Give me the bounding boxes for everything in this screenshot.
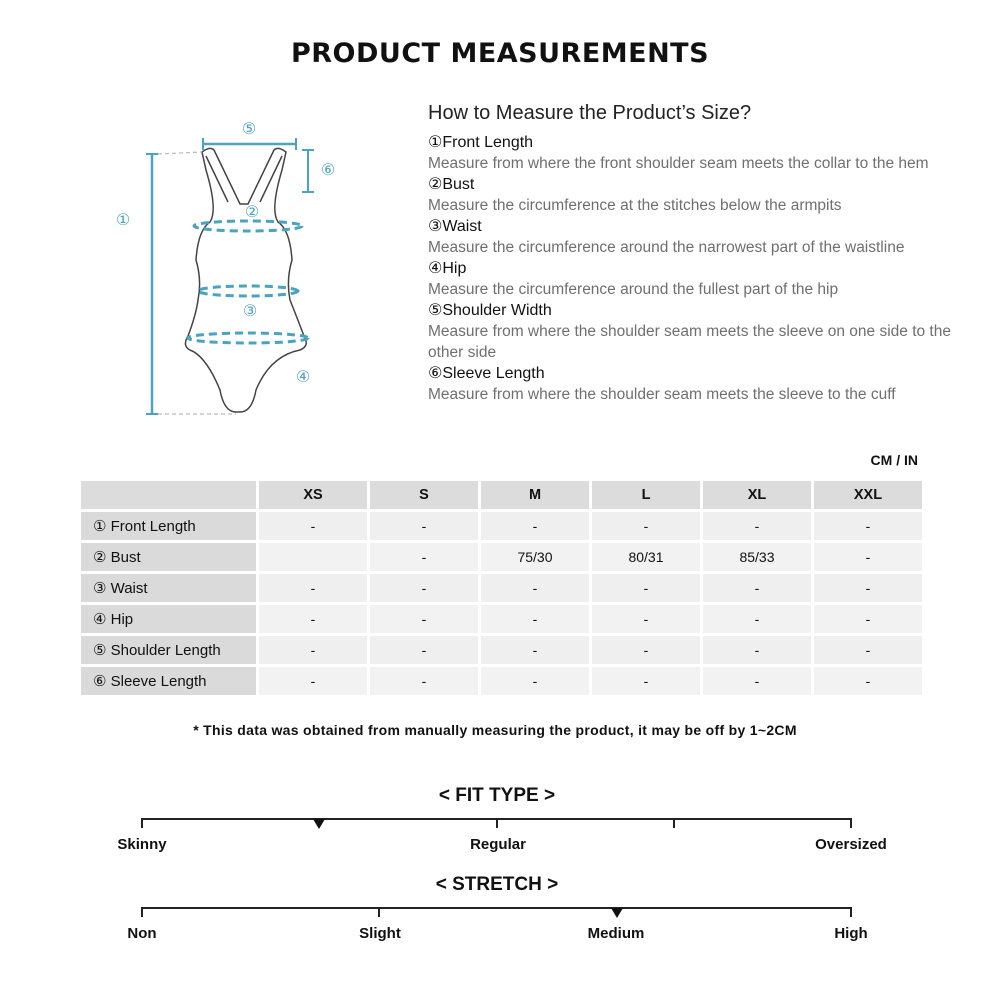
measure-name: ⑥Sleeve Length (428, 365, 545, 382)
callout-1: ① (115, 210, 131, 229)
table-cell: 80/31 (592, 543, 700, 571)
stretch-scale (141, 907, 852, 909)
size-header: L (592, 481, 700, 509)
table-cell: - (814, 667, 922, 695)
row-label: ① Front Length (81, 512, 256, 540)
size-table (78, 478, 925, 698)
stretch-label-non: Non (127, 925, 157, 942)
size-header: XL (703, 481, 811, 509)
table-cell: 75/30 (481, 543, 589, 571)
table-cell: - (370, 605, 478, 633)
fit-type-tick (850, 818, 852, 828)
callout-6: ⑥ (320, 160, 336, 179)
measure-desc: Measure from where the shoulder seam meets the sleeve to the cuff (428, 386, 896, 403)
waist-line (198, 286, 298, 296)
measure-desc: Measure the circumference around the narrowest part of the waistline (428, 239, 905, 256)
measure-item (428, 258, 968, 300)
measure-desc: Measure from where the shoulder seam meets the sleeve on one side to the other side (428, 323, 951, 361)
table-row (81, 636, 922, 664)
table-row (81, 605, 922, 633)
table-cell: - (703, 636, 811, 664)
table-cell: - (481, 605, 589, 633)
table-cell: - (259, 574, 367, 602)
table-cell: - (370, 512, 478, 540)
measure-item (428, 300, 968, 363)
table-row (81, 667, 922, 695)
table-cell (259, 543, 367, 571)
table-cell: - (481, 667, 589, 695)
fit-type-tick (673, 818, 675, 828)
page-title: PRODUCT MEASUREMENTS (290, 38, 710, 69)
stretch-tick (141, 907, 143, 917)
table-cell: 85/33 (703, 543, 811, 571)
fit-label-skinny: Skinny (117, 836, 167, 853)
table-cell: - (703, 605, 811, 633)
table-cell: - (703, 512, 811, 540)
table-cell: - (703, 574, 811, 602)
measure-name: ①Front Length (428, 134, 534, 151)
table-header-row (81, 481, 922, 509)
stretch-tick (378, 907, 380, 917)
table-cell: - (592, 512, 700, 540)
callout-4: ④ (295, 367, 311, 386)
howto-title: How to Measure the Product’s Size? (428, 102, 752, 124)
table-cell: - (703, 667, 811, 695)
measure-name: ④Hip (428, 260, 467, 277)
units-label: CM / IN (870, 452, 918, 468)
measure-desc: Measure the circumference at the stitches below the armpits (428, 197, 842, 214)
stretch-title: < STRETCH > (435, 874, 559, 895)
measurement-note: * This data was obtained from manually measuring the product, it may be off by 1~2CM (193, 722, 797, 738)
stretch-label-high: High (834, 925, 868, 942)
table-cell: - (481, 574, 589, 602)
measure-instructions (428, 100, 968, 405)
table-cell: - (370, 636, 478, 664)
table-cell: - (481, 512, 589, 540)
size-header: M (481, 481, 589, 509)
table-cell: - (814, 636, 922, 664)
table-cell: - (370, 543, 478, 571)
table-cell: - (814, 605, 922, 633)
measure-item (428, 132, 968, 174)
measure-item (428, 174, 968, 216)
table-cell: - (814, 512, 922, 540)
table-cell: - (259, 636, 367, 664)
table-cell: - (259, 512, 367, 540)
fit-label-oversized: Oversized (815, 836, 887, 853)
measure-desc: Measure from where the front shoulder seam meets the collar to the hem (428, 155, 929, 172)
fit-type-tick (496, 818, 498, 828)
table-cell: - (592, 605, 700, 633)
measure-name: ⑤Shoulder Width (428, 302, 552, 319)
stretch-label-slight: Slight (359, 925, 401, 942)
table-cell: - (259, 605, 367, 633)
table-cell: - (481, 636, 589, 664)
measure-desc: Measure the circumference around the fullest part of the hip (428, 281, 839, 298)
size-header: S (370, 481, 478, 509)
fit-label-regular: Regular (470, 836, 526, 853)
table-cell: - (370, 667, 478, 695)
callout-5: ⑤ (241, 119, 257, 138)
row-label: ② Bust (81, 543, 256, 571)
stretch-marker (611, 908, 623, 918)
measure-name: ③Waist (428, 218, 482, 235)
stretch-tick (850, 907, 852, 917)
row-label: ⑤ Shoulder Length (81, 636, 256, 664)
table-row (81, 574, 922, 602)
hip-line (188, 333, 308, 343)
table-cell: - (370, 574, 478, 602)
row-label: ⑥ Sleeve Length (81, 667, 256, 695)
fit-type-marker (313, 819, 325, 829)
measure-name: ②Bust (428, 176, 475, 193)
table-cell: - (259, 667, 367, 695)
table-corner (81, 481, 256, 509)
callout-2: ② (244, 202, 260, 221)
table-row (81, 543, 922, 571)
swimsuit-outline (185, 148, 306, 412)
table-cell: - (814, 543, 922, 571)
size-header: XXL (814, 481, 922, 509)
table-cell: - (592, 574, 700, 602)
fit-type-title: < FIT TYPE > (438, 785, 556, 806)
measure-item (428, 216, 968, 258)
table-row (81, 512, 922, 540)
table-cell: - (592, 667, 700, 695)
row-label: ④ Hip (81, 605, 256, 633)
table-cell: - (592, 636, 700, 664)
stretch-label-medium: Medium (587, 925, 645, 942)
row-label: ③ Waist (81, 574, 256, 602)
fit-type-tick (141, 818, 143, 828)
table-cell: - (814, 574, 922, 602)
measure-item (428, 363, 968, 405)
swimsuit-diagram (100, 110, 360, 430)
size-header: XS (259, 481, 367, 509)
callout-3: ③ (242, 301, 258, 320)
